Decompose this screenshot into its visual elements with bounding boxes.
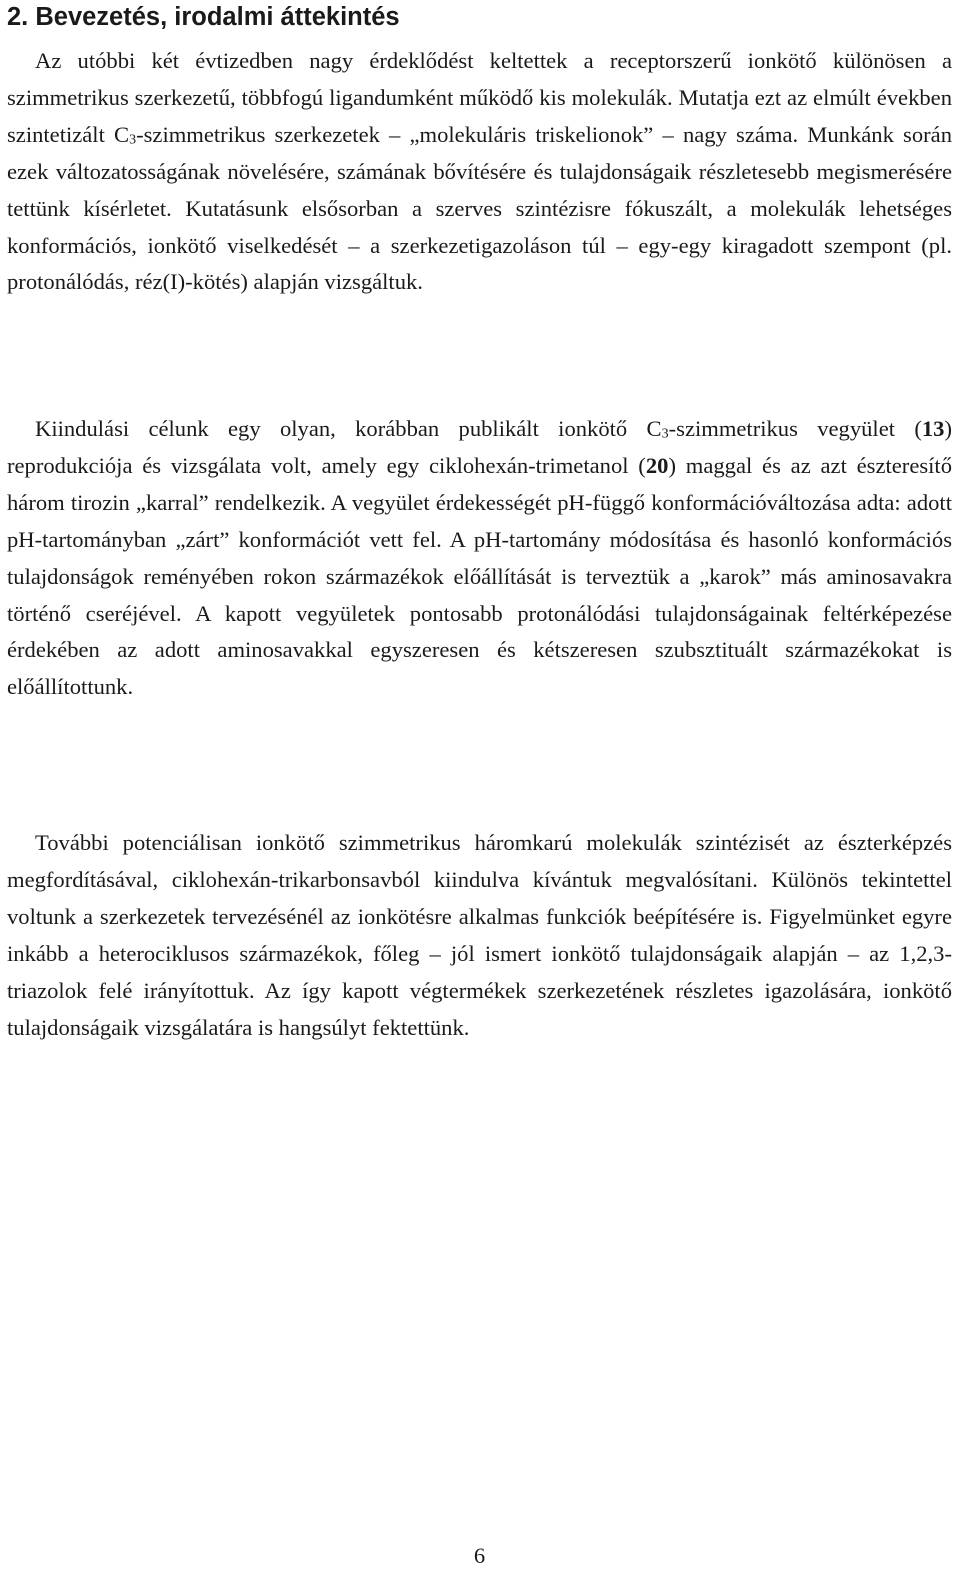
page-number: 6 — [473, 1543, 486, 1568]
subscript: 3 — [129, 132, 137, 148]
compound-number: 20 — [645, 452, 669, 478]
paragraph-text: Az utóbbi két évtizedben nagy érdeklődést keltettek a receptorszerű ionkötő különösen a szimmetrikus szerkezetű, többfogú ligandumként működő kis molekulák. Mutatja ezt az elmúlt években szintetizált C — [7, 48, 952, 147]
paragraph-starting-goal — [7, 411, 952, 706]
paragraph-text: -szimmetrikus szerkezetek – „molekuláris triskelionok” – nagy száma. Munkánk során ezek változatosságának növelésére, számának bővítésére és tulajdonságaik részletesebb megismerésére tettünk kísérletet. Kutatásunk elsősorban a szerves szintézisre fókuszált, a molekulák lehetséges konformációs, ionkötő viselkedését – a szerkezetigazoláson túl – egy-egy kiragadott szempont (pl. protonálódás, réz(I)-kötés) alapján vizsgáltuk. — [7, 121, 952, 295]
paragraph-text: ) maggal és az azt észteresítő három tirozin „karral” rendelkezik. A vegyület érdekességét pH-függő konformációváltozása adta: adott pH-tartományban „zárt” konformációt vett fel. A pH-tartomány módosítása és hasonló konformációs tulajdonságok reményében rokon származékok előállítását is terveztük a „karok” más aminosavakra történő cseréjével. A kapott vegyületek pontosabb protonálódási tulajdonságainak feltérképezése érdekében az adott aminosavakkal egyszeresen és kétszeresen szubsztituált származékokat is előállítottunk. — [7, 452, 952, 700]
subscript: 3 — [661, 426, 669, 442]
paragraph-text: ) reprodukciója és vizsgálata volt, amely egy ciklohexán-trimetanol ( — [7, 416, 952, 478]
paragraph-introduction — [7, 43, 952, 301]
paragraph-text: -szimmetrikus vegyület ( — [668, 416, 922, 441]
section-heading: 2. Bevezetés, irodalmi áttekintés — [7, 3, 400, 31]
compound-number: 13 — [921, 416, 945, 441]
paragraph-text: Kiindulási célunk egy olyan, korábban publikált ionkötő C — [35, 416, 662, 441]
paragraph-further-synthesis: További potenciálisan ionkötő szimmetrikus háromkarú molekulák szintézisét az észterképzés megfordításával, ciklohexán-trikarbonsavból kiindulva kívántuk megvalósítani. Különös tekintettel voltunk a szerkezetek tervezésénél az ionkötésre alkalmas funkciók beépítésére is. Figyelmünket egyre inkább a heterociklusos származékok, főleg – jól ismert ionkötő tulajdonságaik alapján – az 1,2,3-triazolok felé irányítottuk. Az így kapott végtermékek szerkezetének részletes igazolására, ionkötő tulajdonságaik vizsgálatára is hangsúlyt fektettünk. — [7, 830, 952, 1040]
